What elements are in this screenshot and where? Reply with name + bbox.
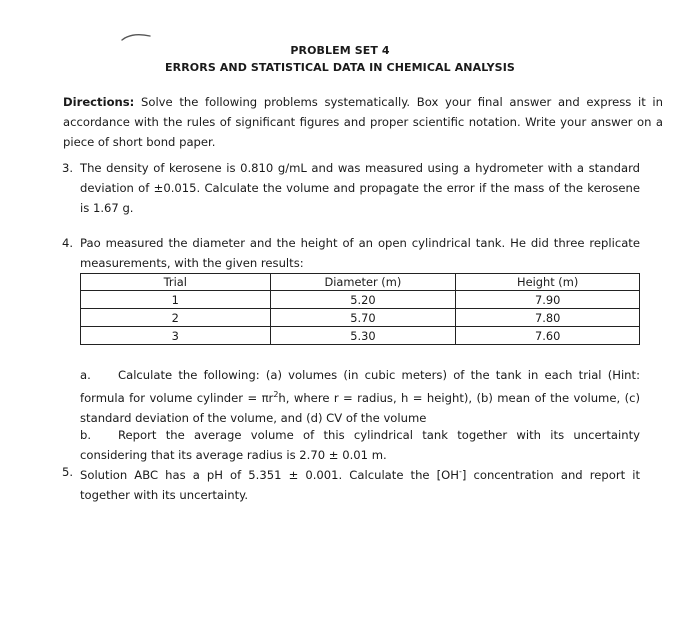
height-cell: 7.60 (456, 327, 640, 345)
page-subtitle: ERRORS AND STATISTICAL DATA IN CHEMICAL ANALYSIS (165, 61, 515, 74)
directions-text: Solve the following problems systematically. Box your final answer and express it in accordance with the rules of significant figures and proper scientific notation. Write your answer on a piece of short bond paper. (63, 95, 663, 149)
diameter-cell: 5.30 (270, 327, 456, 345)
trial-cell: 2 (81, 309, 271, 327)
part-a-text: Calculate the following: (a) volumes (in cubic meters) of the tank in each trial (Hint: formula for volume cylinder = $\pi r^2h$, where r = radius, h = height), (b) mean of the volume, (c) standard deviation of the volume, and (d) CV of the volume (80, 368, 640, 425)
superscript: - (459, 467, 462, 476)
table-row (81, 291, 640, 309)
header-height: Height (m) (456, 274, 640, 291)
problem-5-text: Solution ABC has a pH of 5.351 ± 0.001. Calculate the [OH-] concentration and report it together with its uncertainty. (80, 467, 640, 502)
diameter-cell: 5.70 (270, 309, 456, 327)
height-cell: 7.80 (456, 309, 640, 327)
directions-label: Directions: (63, 95, 135, 109)
table-row (81, 309, 640, 327)
directions (63, 92, 663, 152)
problem-3-text: The density of kerosene is 0.810 g/mL and was measured using a hydrometer with a standard deviation of ±0.015. Calculate the volume and propagate the error if the mass of the kerosene is 1.67 g. (80, 161, 640, 215)
part-b-text: Report the average volume of this cylindrical tank together with its uncertainty considering that its average radius is 2.70 ± 0.01 m. (80, 428, 640, 462)
header-trial: Trial (81, 274, 271, 291)
table-row (81, 327, 640, 345)
trial-cell: 3 (81, 327, 271, 345)
diameter-cell: 5.20 (270, 291, 456, 309)
problem-3-number: 3. (62, 161, 74, 175)
part-b-letter: b. (80, 428, 92, 442)
pen-mark (120, 30, 154, 44)
height-cell: 7.90 (456, 291, 640, 309)
part-a-letter: a. (80, 368, 91, 382)
measurement-table (80, 273, 640, 345)
page-title: PROBLEM SET 4 (290, 44, 390, 57)
header-diameter: Diameter (m) (270, 274, 456, 291)
superscript: 2 (273, 390, 279, 399)
problem-4-text: Pao measured the diameter and the height of an open cylindrical tank. He did three replicate measurements, with the given results: (80, 236, 640, 270)
problem-5-number: 5. (62, 465, 74, 479)
trial-cell: 1 (81, 291, 271, 309)
problem-4-number: 4. (62, 236, 74, 250)
table-header-row (81, 274, 640, 291)
